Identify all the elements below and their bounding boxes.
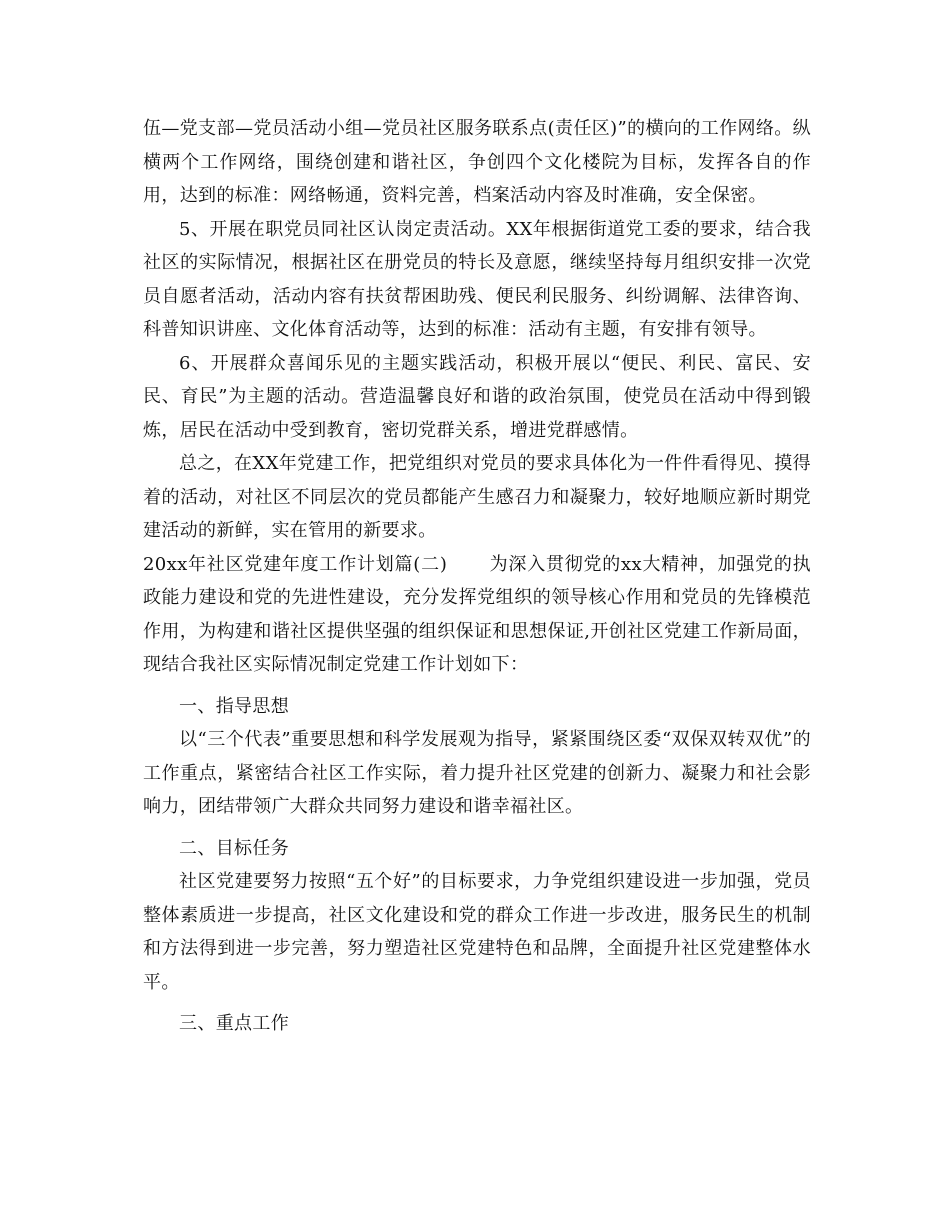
heading-guiding-ideology: 一、指导思想: [179, 695, 290, 717]
paragraph-network: 伍—党支部—党员活动小组—党员社区服务联系点(责任区)”的横向的工作网络。纵横两个工作网络，围绕创建和谐社区，争创四个文化楼院为目标，发挥各自的作用，达到的标准：网络畅通，资料完善，档案活动内容及时准确，安全保密。: [143, 118, 811, 206]
paragraph-item-5: 5、开展在职党员同社区认岗定责活动。XX年根据街道党工委的要求，结合我社区的实际情况，根据社区在册党员的特长及意愿，继续坚持每月组织安排一次党员自愿者活动，活动内容有扶贫帮困助残、便民利民服务、纠纷调解、法律咨询、科普知识讲座、文化体育活动等，达到的标准：活动有主题，有安排有领导。: [143, 218, 811, 340]
heading-key-work: 三、重点工作: [179, 1013, 290, 1034]
section-intro: [143, 548, 811, 682]
paragraph-summary: 总之，在XX年党建工作，把党组织对党员的要求具体化为一件件看得见、摸得着的活动，对社区不同层次的党员都能产生感召力和凝聚力，较好地顺应新时期党建活动的新鲜，实在管用的新要求。: [143, 453, 811, 541]
paragraph-guiding-ideology: 以“三个代表”重要思想和科学发展观为指导，紧紧围绕区委“双保双转双优”的工作重点，紧密结合社区工作实际，着力提升社区党建的创新力、凝聚力和社会影响力，团结带领广大群众共同努力建设和谐幸福社区。: [143, 729, 811, 817]
section-title: 20xx年社区党建年度工作计划篇(二): [143, 553, 448, 575]
section-intro-text: 为深入贯彻党的xx大精神，加强党的执政能力建设和党的先进性建设，充分发挥党组织的领导核心作用和党员的先锋模范作用，为构建和谐社区提供坚强的组织保证和思想保证,开创社区党建工作新局面，现结合我社区实际情况制定党建工作计划如下：: [143, 553, 811, 675]
document-body: [143, 112, 811, 1041]
paragraph-goals-tasks: 社区党建要努力按照“五个好”的目标要求，力争党组织建设进一步加强，党员整体素质进一步提高，社区文化建设和党的群众工作进一步改进，服务民生的机制和方法得到进一步完善，努力塑造社区党建特色和品牌，全面提升社区党建整体水平。: [143, 871, 811, 993]
paragraph-item-6: 6、开展群众喜闻乐见的主题实践活动，积极开展以“便民、利民、富民、安民、育民”为主题的活动。营造温馨良好和谐的政治氛围，使党员在活动中得到锻炼，居民在活动中受到教育，密切党群关系，增进党群感情。: [143, 352, 811, 441]
heading-goals-tasks: 二、目标任务: [179, 837, 290, 859]
